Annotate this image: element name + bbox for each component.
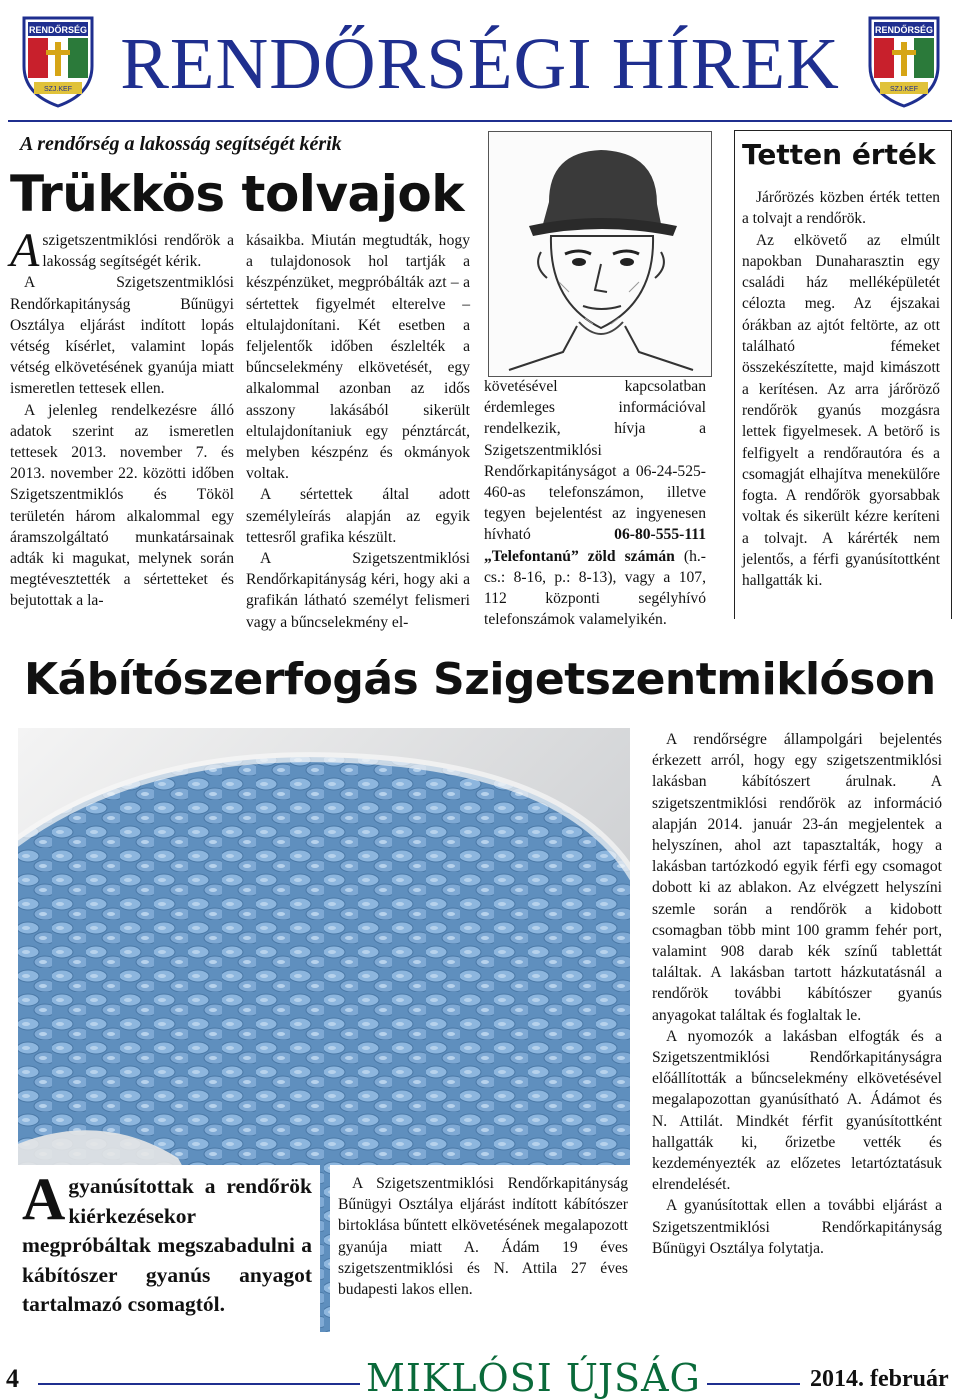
article2-headline: Kábítószerfogás Szigetszentmiklóson xyxy=(24,654,936,705)
paragraph: A rendőrségre állampolgári bejelentés érkezett arról, hogy egy szigetszentmiklósi lakásban kábítószert árulnak. A szigetszentmiklósi rendőrök az információ alapján 2014. január 23-án megjelentek a helyszínen, ahol azt tapasztalták, hogy a lakásban tartózkodó egyik férfi egy csomagot dobott ki az ablakon. Az elvégzett helyszíni szemle során a rendőrök a kidobott csomagban több mint 100 gramm fehér port, valamint 908 darab kék színű tablettát találtak. A lakásban tartott házkutatásnál a rendőrök további kábítószer gyanús anyagokat találtak és foglaltak le. xyxy=(652,731,942,1024)
hotline-number: 06-80-555-111 „Telefontanú” zöld számán xyxy=(484,526,706,565)
page-header xyxy=(0,0,960,120)
sidebar-title: Tetten érték xyxy=(742,138,936,171)
svg-text:RENDŐRSÉG: RENDŐRSÉG xyxy=(28,25,88,35)
paragraph: követésével kapcsolatban érdemleges információval rendelkezik, hívja a Szigetszentmiklósi Rendőrkapitányságot a 06-24-525-460-as telefonszámon, illetve tegyen bejelentést az ingyenesen hívható xyxy=(484,378,706,544)
header-rule xyxy=(8,120,952,122)
article1-column-1 xyxy=(10,224,234,612)
paragraph: A nyomozók a lakásban elfogták és a Szigetszentmiklósi Rendőrkapitányságra előállították a bűncselekmény elkövetésével megalapozottan gyanúsítható A. Ádámot és N. Attilát. Mindkét férfit gyanúsítottként hallgatták ki, őrizetbe vették és kezdeményezték az előzetes letartóztatásuk elrendelését. xyxy=(652,1027,942,1194)
police-badge-left-icon xyxy=(20,14,96,108)
paragraph: A sértettek által adott személyleírás alapján az egyik tettesről grafika készült. xyxy=(246,486,470,546)
suspect-sketch-image xyxy=(488,131,712,377)
page-number: 4 xyxy=(6,1364,19,1393)
article1-column-2 xyxy=(246,230,470,633)
article2-lede xyxy=(22,1166,312,1320)
sidebar-text xyxy=(742,187,940,592)
paragraph: szigetszentmiklósi rendőrök a lakosság segítségét kérik. xyxy=(42,232,234,271)
article-kicker: A rendőrség a lakosság segítségét kérik xyxy=(20,133,342,155)
article1-column-3 xyxy=(484,376,706,630)
paragraph: Járőrözés közben érték tetten a tolvajt a rendőrök. xyxy=(742,189,940,228)
drop-cap: A xyxy=(10,224,40,277)
masthead-title: RENDŐRSÉGI HÍREK xyxy=(120,23,840,104)
paragraph: Az elkövető az elmúlt napokban Dunaharasztin egy családi ház melléképületét célozta meg. Az éjszakai órákban az ajtót feltörte, az ott található fémeket összekészítette, majd kimászott a kerítésen. Az arra járőröző rendőrök gyanús mozgásra lettek figyelmesek. A betörő is felfigyelt a rendőrautóra és a csomagját elhajítva menekülőre fogta. A rendőrök gyorsabbak voltak és sikerült kézre keríteni a tolvajt. A kárérték nem jelentős, a férfi gyanúsítottként hallgatták ki. xyxy=(742,231,940,590)
paragraph: kásaikba. Miután megtudták, hogy a tulajdonosok hol tartják a készpénzüket, megpróbálták azt – a sértettek figyelmét elterelve – eltulajdonítani. Két esetben a feljelentők időben észlelték a bűncselekmény elkövetését, egy alkalommal azonban az idős asszony lakásából sikerült eltulajdonítaniuk egy pénztárcát, melyben készpénz és okmányok voltak. xyxy=(246,232,470,483)
svg-text:SZJ.KEF: SZJ.KEF xyxy=(889,86,919,93)
lede-text: gyanúsítottak a rendőrök kiérkezésekor megpróbáltak megszabadulni a kábítószer gyanús anyagot tartalmazó csomagtól. xyxy=(22,1174,312,1316)
article-headline: Trükkös tolvajok xyxy=(10,165,465,223)
issue-date: 2014. február xyxy=(810,1366,949,1392)
drop-cap: A xyxy=(22,1166,66,1232)
police-badge-right-icon xyxy=(866,14,942,108)
paragraph: (h.-cs.: 8-16, p.: 8-13), vagy a 107, 112 központi segélyhívó telefonszámok valamelyikén. xyxy=(484,547,706,629)
svg-text:SZJ.KEF: SZJ.KEF xyxy=(43,86,73,93)
svg-text:RENDŐRSÉG: RENDŐRSÉG xyxy=(874,25,934,35)
paragraph: A Szigetszentmiklósi Rendőrkapitányság Bűnügyi Osztálya eljárást indított kábítószer birtoklása bűntett elkövetésének megalapozott gyanúja miatt A. Ádám 19 éves szigetszentmiklósi és N. Attila 27 éves budapesti lakos ellen. xyxy=(338,1175,628,1299)
paragraph: A Szigetszentmiklósi Rendőrkapitányság kéri, hogy aki a grafikán látható személyt felismeri vagy a bűncselekmény el- xyxy=(246,550,470,631)
article2-right-column xyxy=(652,729,942,1259)
paragraph: A jelenleg rendelkezésre álló adatok szerint az ismeretlen tettesek 2013. november 7. és 2013. november 22. közötti időben Szigetszentmiklós és Tököl területén három alkalommal egy áramszolgáltató munkatársainak adták ki magukat, melynek során megtévesztették a sértetteket és bejutottak a la- xyxy=(10,401,234,610)
newspaper-name: MIKLÓSI ÚJSÁG xyxy=(360,1356,707,1400)
article2-mid-column xyxy=(338,1173,628,1300)
paragraph: A Szigetszentmiklósi Rendőrkapitányság Bűnügyi Osztálya eljárást indított lopás vétség kísérlet, valamint lopás vétség elkövetésének gyanúja miatt ismeretlen tettesek ellen. xyxy=(10,274,234,398)
paragraph: A gyanúsítottak ellen a további eljárást a Szigetszentmiklósi Rendőrkapitányság Bűnügyi Osztálya folytatja. xyxy=(652,1197,942,1257)
